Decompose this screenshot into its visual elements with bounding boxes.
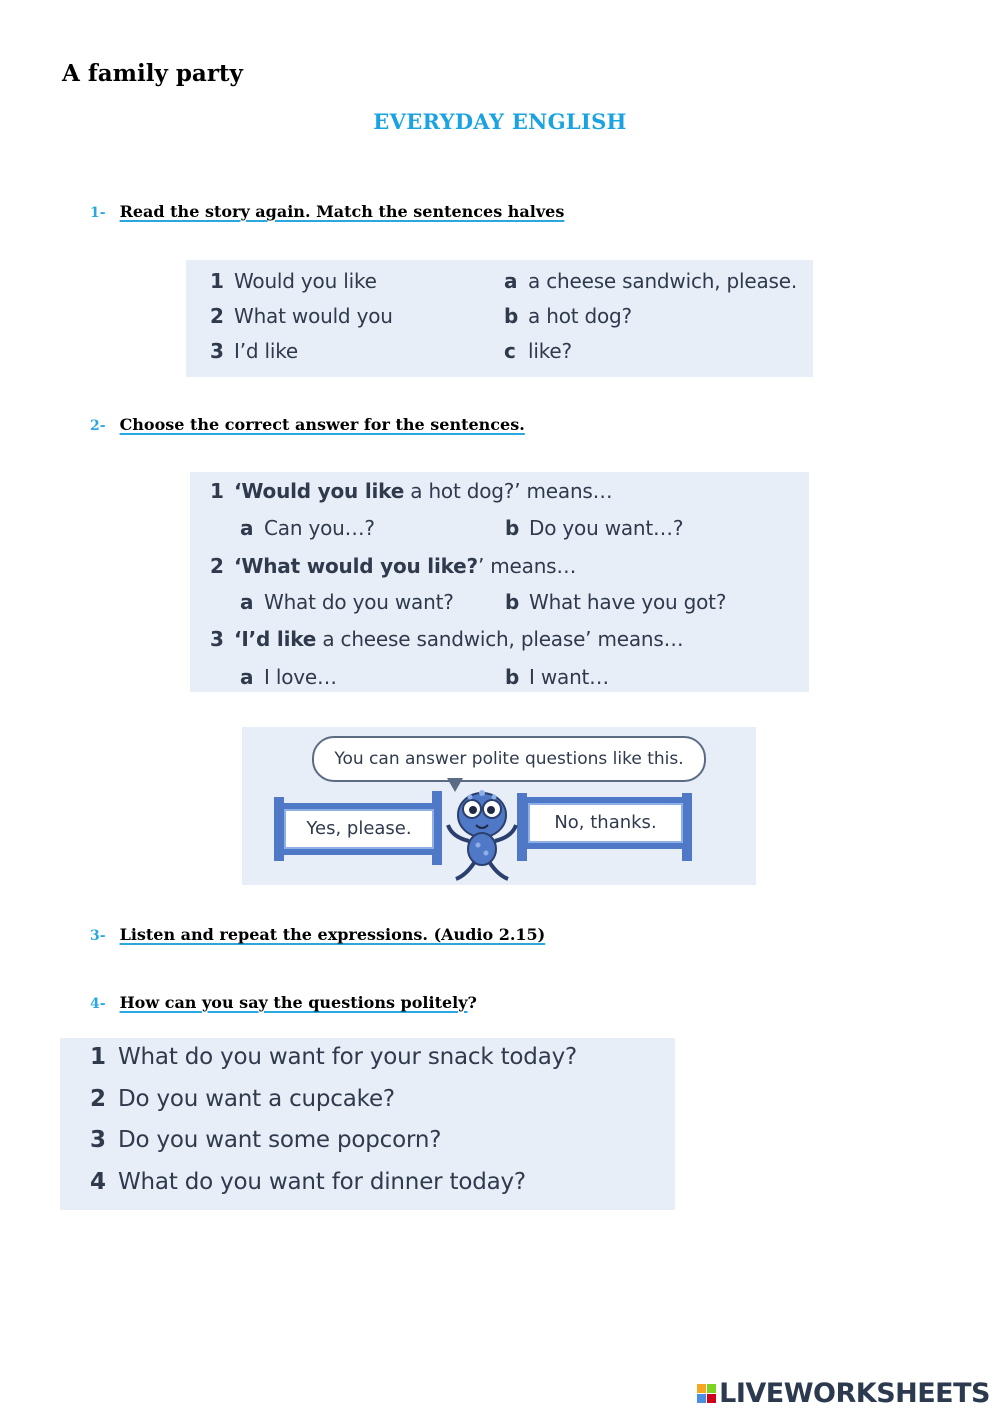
match-left-3: 3 I’d like — [210, 339, 298, 363]
worksheet-subtitle: EVERYDAY ENGLISH — [373, 109, 627, 134]
section-3-heading: 3- Listen and repeat the expressions. (Audio 2.15) — [90, 925, 546, 944]
section-4-heading: 4- How can you say the questions politely? — [90, 993, 477, 1012]
choose-option-3b: b I want… — [505, 665, 609, 689]
match-right-a: a a cheese sandwich, please. — [504, 269, 798, 293]
choose-option-1b: b Do you want…? — [505, 516, 684, 540]
choose-exercise-box — [190, 472, 809, 692]
choose-option-2b: b What have you got? — [505, 590, 727, 614]
choose-option-1a: a Can you…? — [240, 516, 375, 540]
worksheet-title: A family party — [62, 60, 243, 87]
match-right-b: b a hot dog? — [504, 304, 632, 328]
polite-answers-illustration — [242, 727, 756, 885]
match-right-c: c like? — [504, 339, 572, 363]
choose-question-3: 3 ‘I’d like a cheese sandwich, please’ means… — [210, 627, 684, 651]
section-2-heading: 2- Choose the correct answer for the sentences. — [90, 415, 525, 434]
liveworksheets-mark-icon — [697, 1384, 716, 1403]
match-exercise-box — [186, 260, 813, 377]
section-1-heading: 1- Read the story again. Match the sentences halves — [90, 202, 565, 221]
choose-option-3a: a I love… — [240, 665, 337, 689]
question-2: 2 Do you want a cupcake? — [90, 1086, 395, 1112]
no-thanks-sign: No, thanks. — [522, 797, 689, 849]
match-left-2: 2 What would you — [210, 304, 393, 328]
alien-mascot-icon — [442, 779, 522, 885]
liveworksheets-logo: LIVEWORKSHEETS — [697, 1378, 990, 1409]
polite-questions-box — [60, 1038, 675, 1210]
match-left-1: 1 Would you like — [210, 269, 377, 293]
speech-bubble: You can answer polite questions like this. — [312, 736, 706, 782]
choose-question-1: 1 ‘Would you like a hot dog?’ means… — [210, 479, 613, 503]
question-1: 1 What do you want for your snack today? — [90, 1044, 578, 1070]
question-4: 4 What do you want for dinner today? — [90, 1169, 526, 1195]
yes-please-sign: Yes, please. — [278, 803, 440, 855]
question-3: 3 Do you want some popcorn? — [90, 1127, 442, 1153]
choose-option-2a: a What do you want? — [240, 590, 454, 614]
choose-question-2: 2 ‘What would you like?’ means… — [210, 554, 577, 578]
